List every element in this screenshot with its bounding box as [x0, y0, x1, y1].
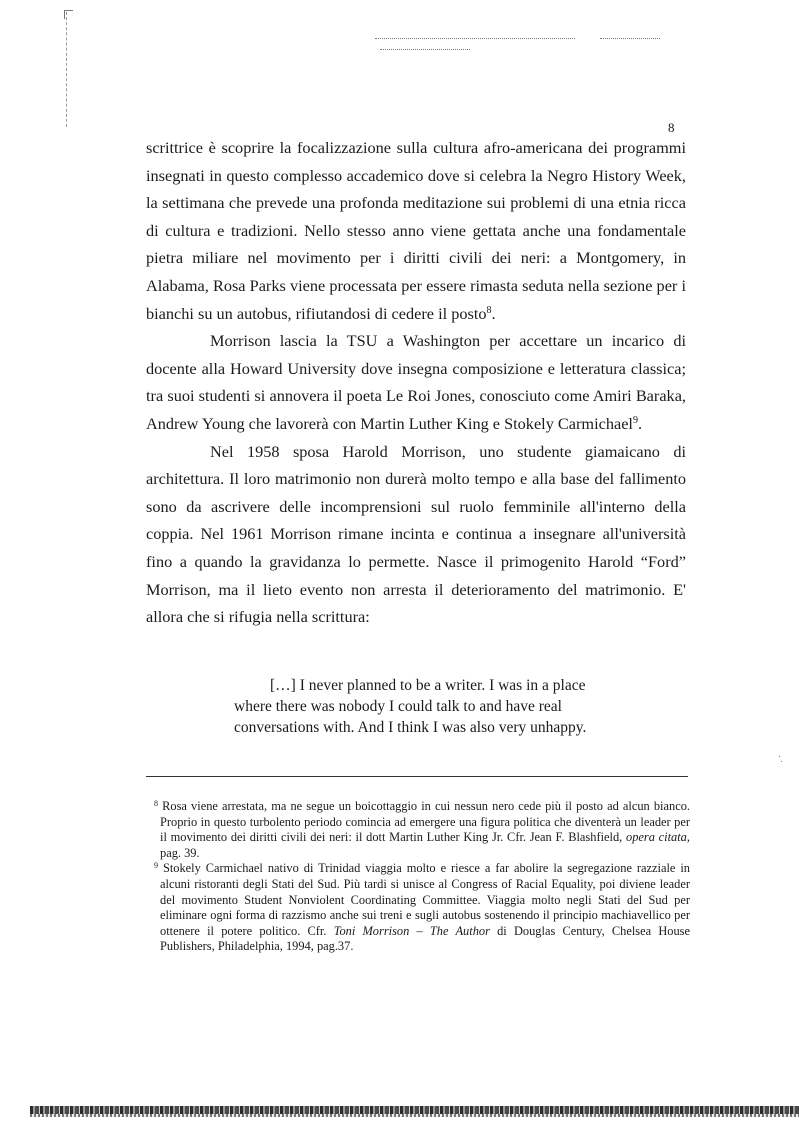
footnotes — [154, 799, 690, 955]
footnote: $^8$ Rosa viene arrestata, ma ne segue un boicottaggio in cui nessun nero cede più il posto ad alcun bianco. Proprio in questo turbolento periodo comincia ad emergere una figura politica che diventerà un leader per il movimento dei diritti civili dei neri: il dott Martin Luther King Jr. Cfr. Jean F. Blashfield, opera citata, pag. 39. — [154, 799, 690, 860]
footnote-ref[interactable]: 8 — [486, 304, 492, 316]
scan-speck: ·̣ — [778, 752, 782, 763]
body-text — [146, 134, 686, 631]
footnote: $^9$ Stokely Carmichael nativo di Trinidad viaggia molto e riesce a far abolire la segregazione razziale in alcuni ristoranti degli Stati del Sud. Più tardi si unisce al Congress of Racial Equality, poi diviene leader del movimento Student Nonviolent Coordinating Committee. Viaggia molto negli Stati del Sud per eliminare ogni forma di razzismo anche sui treni e sugli autobus sostenendo il principio machiavellico per ottenere il potere politico. Cfr. Toni Morrison – The Author di Douglas Century, Chelsea House Publishers, Philadelphia, 1994, pag.37. — [154, 861, 690, 954]
paragraph: Morrison lascia la TSU a Washington per accettare un incarico di docente alla Howard University dove insegna composizione e letteratura classica; tra suoi studenti si annovera il poeta Le Roi Jones, conosciuto come Amiri Baraka, Andrew Young che lavorerà con Martin Luther King e Stokely Carmichael$^9$. — [146, 331, 686, 433]
footnote-marker: 9 — [154, 861, 158, 871]
quote-line: conversations with. And I think I was also very unhappy. — [234, 719, 587, 736]
footnote-marker: 8 — [154, 799, 158, 808]
scan-bottom-edge — [30, 1106, 799, 1114]
scan-bottom-edge — [30, 1114, 799, 1117]
paragraph: Nel 1958 sposa Harold Morrison, uno studente giamaicano di architettura. Il loro matrimonio non durerà molto tempo e alla base del fallimento sono da ascrivere delle incomprensioni sul ruolo femminile all'interno della coppia. Nel 1961 Morrison rimane incinta e continua a insegnare all'università fino a quando la gravidanza lo permette. Nasce il primogenito Harold “Ford” Morrison, ma il lieto evento non arresta il deterioramento del matrimonio. E' allora che si rifugia nella scrittura: — [146, 441, 686, 627]
quote-line: […] I never planned to be a writer. I was in a place — [270, 677, 586, 694]
paragraph: scrittrice è scoprire la focalizzazione sulla cultura afro-americana dei programmi insegnati in questo complesso accademico dove si celebra la Negro History Week, la settimana che prevede una profonda meditazione sui problemi di una etnia ricca di cultura e tradizioni. Nello stesso anno viene gettata anche una fondamentale pietra miliare nel movimento per i diritti civili dei neri: a Montgomery, in Alabama, Rosa Parks viene processata per essere rimasta seduta nella sezione per i bianchi su un autobus, rifiutandosi di cedere il posto$^8$. — [146, 138, 686, 323]
scan-top-artifact — [375, 38, 575, 39]
quote-line: where there was nobody I could talk to and have real — [234, 698, 562, 715]
footnote-separator — [146, 776, 688, 777]
footnote-ref[interactable]: 9 — [632, 414, 638, 426]
scan-binding-line — [66, 12, 68, 127]
page-number: 8 — [668, 120, 675, 135]
scan-top-artifact — [600, 38, 660, 39]
block-quote — [234, 675, 614, 738]
scan-top-artifact — [380, 49, 470, 50]
